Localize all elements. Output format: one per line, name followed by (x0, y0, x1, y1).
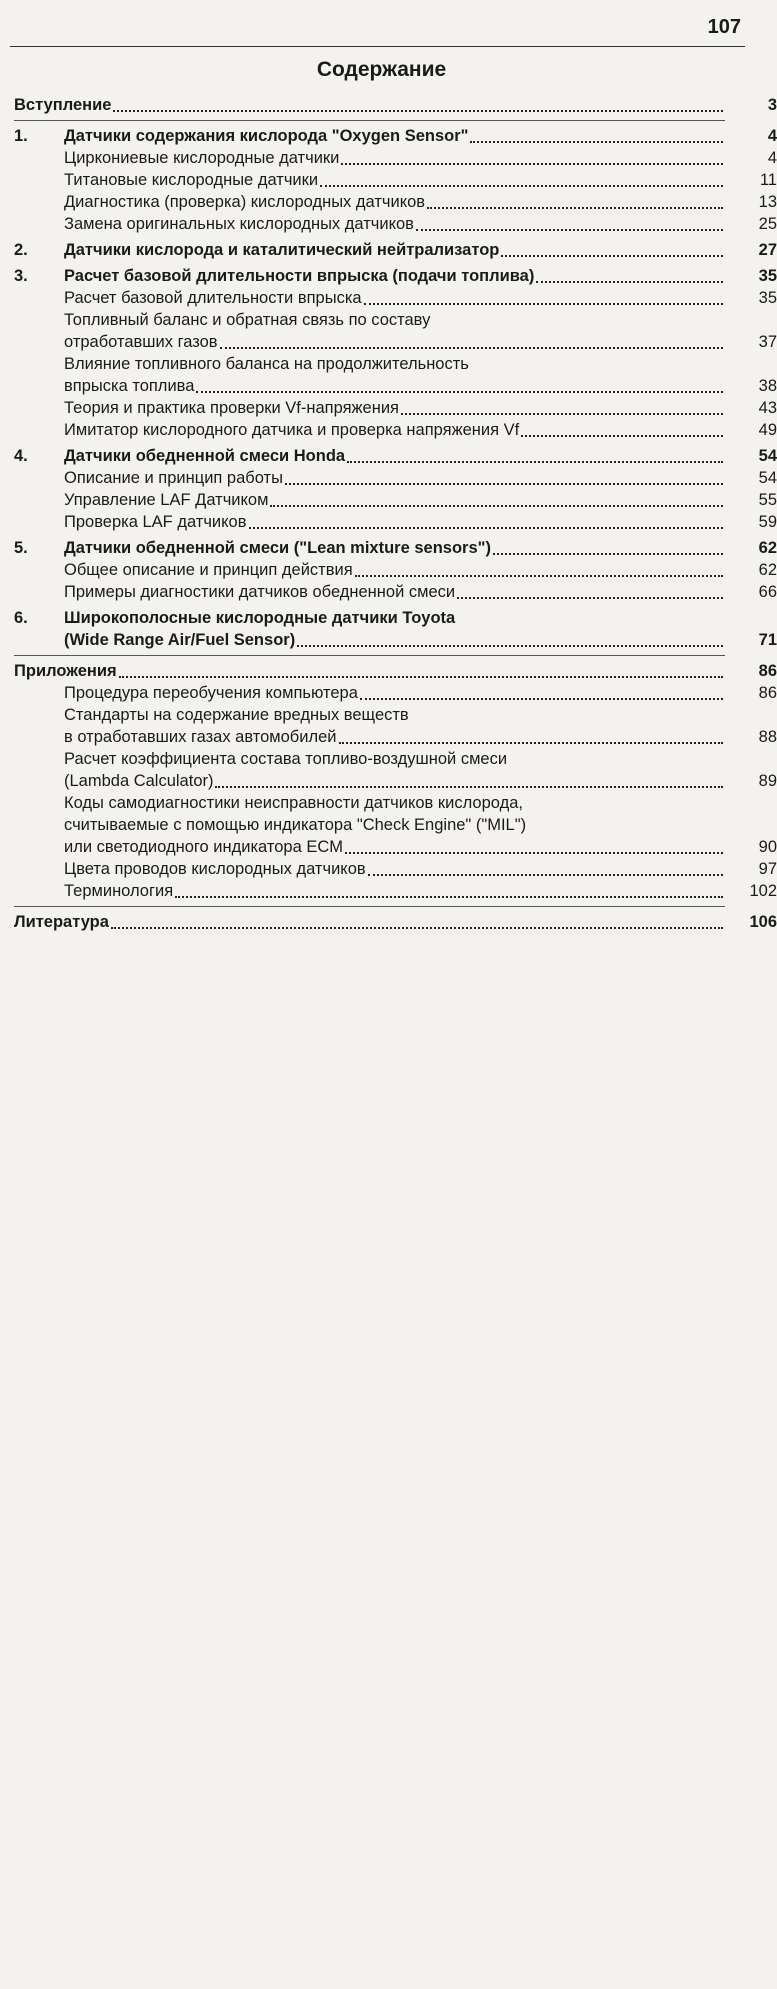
toc-subentry[interactable] (14, 375, 777, 397)
toc-subentry-line: Топливный баланс и обратная связь по составу (64, 311, 431, 329)
toc-entry-page: 59 (758, 513, 777, 531)
toc-appendix[interactable] (14, 660, 777, 682)
toc-entry-title: или светодиодного индикатора ECM (64, 838, 344, 856)
toc-literature[interactable] (14, 911, 777, 933)
toc-entry-intro[interactable] (14, 94, 777, 116)
toc-entry-title: Замена оригинальных кислородных датчиков (64, 215, 414, 233)
toc-entry-page: 35 (758, 289, 777, 307)
toc-section-6[interactable] (14, 629, 777, 651)
toc-entry-title: Датчики содержания кислорода "Oxygen Sensor" (64, 127, 469, 145)
toc-entry-page: 102 (749, 882, 777, 900)
toc-entry-title: Проверка LAF датчиков (64, 513, 247, 531)
toc-entry-page: 62 (758, 539, 777, 557)
toc-entry-page: 3 (767, 96, 777, 114)
toc-entry-title: (Lambda Calculator) (64, 772, 214, 790)
toc-entry-title: Теория и практика проверки Vf-напряжения (64, 399, 399, 417)
toc-section-1[interactable] (14, 125, 777, 147)
toc-entry-page: 35 (758, 267, 777, 285)
section-number: 6. (14, 609, 28, 627)
toc-subentry[interactable] (14, 419, 777, 441)
toc-entry-page: 90 (758, 838, 777, 856)
toc-entry-page: 54 (758, 447, 777, 465)
toc-subentry[interactable] (14, 489, 777, 511)
toc-entry-title: Расчет базовой длительности впрыска (подачи топлива) (64, 267, 535, 285)
toc-entry-page: 71 (758, 631, 777, 649)
toc-subentry[interactable] (14, 682, 777, 704)
toc-entry-title: Датчики обедненной смеси ("Lean mixture sensors") (64, 539, 491, 557)
header-rule (10, 46, 745, 47)
toc-subentry[interactable] (14, 511, 777, 533)
toc-entry-title: Цвета проводов кислородных датчиков (64, 860, 366, 878)
toc-entry-title: Терминология (64, 882, 174, 900)
toc-entry-page: 89 (758, 772, 777, 790)
toc-entry-title: Общее описание и принцип действия (64, 561, 353, 579)
toc-subentry-line: Коды самодиагностики неисправности датчиков кислорода, (64, 794, 523, 812)
toc-subentry[interactable] (14, 880, 777, 902)
toc-entry-page: 55 (758, 491, 777, 509)
toc-entry-title: Вступление (14, 96, 112, 114)
toc-section-5[interactable] (14, 537, 777, 559)
toc-entry-title: Расчет базовой длительности впрыска (64, 289, 362, 307)
toc-entry-page: 86 (758, 662, 777, 680)
toc-subentry[interactable] (14, 331, 777, 353)
section-number: 4. (14, 447, 28, 465)
toc-entry-title: Диагностика (проверка) кислородных датчиков (64, 193, 426, 211)
toc-entry-page: 86 (758, 684, 777, 702)
toc-subentry-line: Расчет коэффициента состава топливо-воздушной смеси (64, 750, 508, 768)
toc-entry-title: Титановые кислородные датчики (64, 171, 319, 189)
toc-subentry-line: считываемые с помощью индикатора "Check Engine" ("MIL") (64, 816, 527, 834)
toc-entry-page: 38 (758, 377, 777, 395)
toc-entry-title: отработавших газов (64, 333, 218, 351)
toc-entry-page: 4 (767, 127, 777, 145)
toc-entry-title: Датчики кислорода и каталитический нейтрализатор (64, 241, 500, 259)
section-number: 1. (14, 127, 28, 145)
toc-entry-title: в отработавших газах автомобилей (64, 728, 337, 746)
toc-entry-title-line: Широкополосные кислородные датчики Toyota (64, 609, 456, 627)
toc-section-3[interactable] (14, 265, 777, 287)
toc-section-2[interactable] (14, 239, 777, 261)
toc-subentry[interactable] (14, 559, 777, 581)
toc-section-4[interactable] (14, 445, 777, 467)
toc-entry-title: Описание и принцип работы (64, 469, 283, 487)
toc-entry-title: Управление LAF Датчиком (64, 491, 269, 509)
toc-subentry[interactable] (14, 287, 777, 309)
toc-entry-page: 25 (758, 215, 777, 233)
section-number: 2. (14, 241, 28, 259)
toc-entry-page: 97 (758, 860, 777, 878)
toc-entry-title: Приложения (14, 662, 117, 680)
section-number: 3. (14, 267, 28, 285)
toc-subentry[interactable] (14, 858, 777, 880)
toc-entry-title: Имитатор кислородного датчика и проверка напряжения Vf (64, 421, 520, 439)
toc-entry-title: впрыска топлива (64, 377, 195, 395)
toc-subentry[interactable] (14, 770, 777, 792)
toc-entry-page: 54 (758, 469, 777, 487)
toc-entry-page: 66 (758, 583, 777, 601)
toc-entry-page: 62 (758, 561, 777, 579)
table-of-contents (14, 94, 777, 933)
toc-entry-page: 88 (758, 728, 777, 746)
toc-entry-page: 106 (749, 913, 777, 931)
toc-subentry-line: Влияние топливного баланса на продолжительность (64, 355, 469, 373)
toc-entry-page: 37 (758, 333, 777, 351)
toc-subentry[interactable] (14, 726, 777, 748)
toc-entry-page: 11 (759, 171, 777, 189)
toc-subentry[interactable] (14, 213, 777, 235)
toc-entry-page: 13 (758, 193, 777, 211)
toc-subentry[interactable] (14, 191, 777, 213)
page-number: 107 (707, 16, 741, 38)
toc-entry-page: 27 (758, 241, 777, 259)
toc-subentry[interactable] (14, 581, 777, 603)
toc-entry-page: 49 (758, 421, 777, 439)
toc-entry-title: Литература (14, 913, 109, 931)
toc-entry-title: (Wide Range Air/Fuel Sensor) (64, 631, 296, 649)
toc-entry-title: Циркониевые кислородные датчики (64, 149, 340, 167)
toc-subentry[interactable] (14, 147, 777, 169)
section-number: 5. (14, 539, 28, 557)
toc-subentry[interactable] (14, 836, 777, 858)
toc-subentry[interactable] (14, 169, 777, 191)
toc-entry-title: Процедура переобучения компьютера (64, 684, 358, 702)
toc-entry-page: 4 (767, 149, 777, 167)
toc-entry-page: 43 (758, 399, 777, 417)
page-title: Содержание (316, 58, 447, 81)
toc-entry-title: Датчики обедненной смеси Honda (64, 447, 346, 465)
toc-subentry[interactable] (14, 467, 777, 489)
toc-subentry-line: Стандарты на содержание вредных веществ (64, 706, 409, 724)
toc-subentry[interactable] (14, 397, 777, 419)
toc-entry-title: Примеры диагностики датчиков обедненной смеси (64, 583, 456, 601)
